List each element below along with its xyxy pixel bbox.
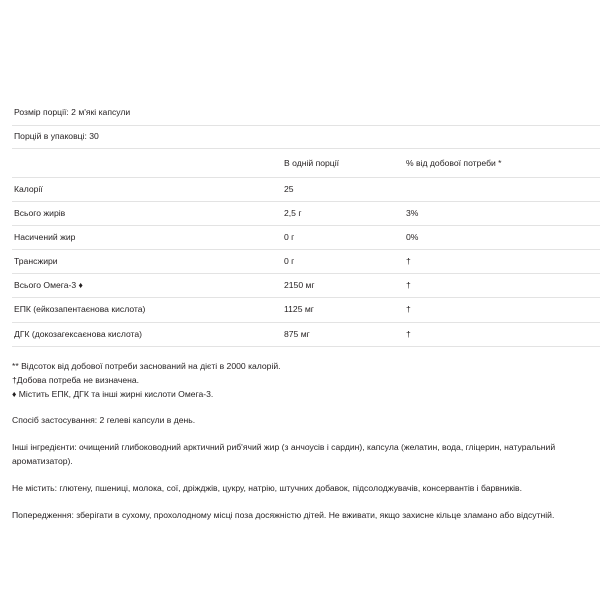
nutrient-name: Всього Омега-3 ♦ [12, 274, 282, 298]
nutrient-daily-value: † [404, 250, 600, 274]
other-ingredients-text: Інші інгредієнти: очищений глибоководний арктичний риб'ячий жир (з анчоусів і сардин), капсула (желатин, вода, гліцерин, натуральний ароматизатор). [12, 442, 556, 467]
nutrient-amount: 1125 мг [282, 298, 404, 322]
serving-size-spacer-1 [282, 104, 404, 126]
supplement-facts-table [12, 104, 600, 347]
table-row [12, 225, 600, 249]
table-row [12, 322, 600, 346]
table-row [12, 177, 600, 201]
nutrient-amount: 2150 мг [282, 274, 404, 298]
nutrient-amount: 875 мг [282, 322, 404, 346]
serving-size-row [12, 104, 600, 126]
serving-size-label: Розмір порції: 2 м'які капсули [12, 104, 282, 126]
nutrient-amount: 2,5 г [282, 201, 404, 225]
servings-per-container-label: Порцій в упаковці: 30 [12, 126, 282, 149]
nutrient-daily-value: 3% [404, 201, 600, 225]
directions-text: Спосіб застосування: 2 гелеві капсули в день. [12, 415, 196, 426]
nutrient-daily-value: † [404, 274, 600, 298]
column-header-daily-value: % від добової потреби * [404, 149, 600, 177]
nutrient-daily-value [404, 177, 600, 201]
nutrient-name: ДГК (докозагексаєнова кислота) [12, 322, 282, 346]
footnotes [12, 360, 588, 402]
table-row [12, 201, 600, 225]
table-row [12, 274, 600, 298]
table-header-row [12, 149, 600, 177]
nutrient-daily-value: † [404, 298, 600, 322]
table-row [12, 250, 600, 274]
nutrient-daily-value: 0% [404, 225, 600, 249]
nutrient-name: Всього жирів [12, 201, 282, 225]
nutrient-amount: 0 г [282, 225, 404, 249]
serving-size-spacer-2 [404, 104, 600, 126]
nutrient-name: ЕПК (ейкозапентаєнова кислота) [12, 298, 282, 322]
nutrient-amount: 0 г [282, 250, 404, 274]
servings-spacer-2 [404, 126, 600, 149]
footnote-daily-value: ** Відсоток від добової потреби заснований на дієті в 2000 калорій. [12, 360, 281, 371]
footnote-not-established: †Добова потреба не визначена. [12, 374, 140, 385]
servings-per-container-row [12, 126, 600, 149]
warning-statement: Попередження: зберігати в сухому, прохолодному місці поза досяжністю дітей. Не вживати, якщо захисне кільце зламано або відсутній. [12, 510, 555, 521]
nutrient-name: Насичений жир [12, 225, 282, 249]
allergen-statement: Не містить: глютену, пшениці, молока, сої, дріжджів, цукру, натрію, штучних добавок, підсолоджувачів, консервантів і барвників. [12, 483, 522, 494]
nutrient-amount: 25 [282, 177, 404, 201]
table-row [12, 298, 600, 322]
column-header-amount: В одній порції [282, 149, 404, 177]
footnote-omega-3: ♦ Містить ЕПК, ДГК та інші жирні кислоти Омега-3. [12, 388, 214, 399]
nutrient-name: Калорії [12, 177, 282, 201]
nutrient-daily-value: † [404, 322, 600, 346]
nutrient-name: Трансжири [12, 250, 282, 274]
servings-spacer-1 [282, 126, 404, 149]
column-header-name [12, 149, 282, 177]
